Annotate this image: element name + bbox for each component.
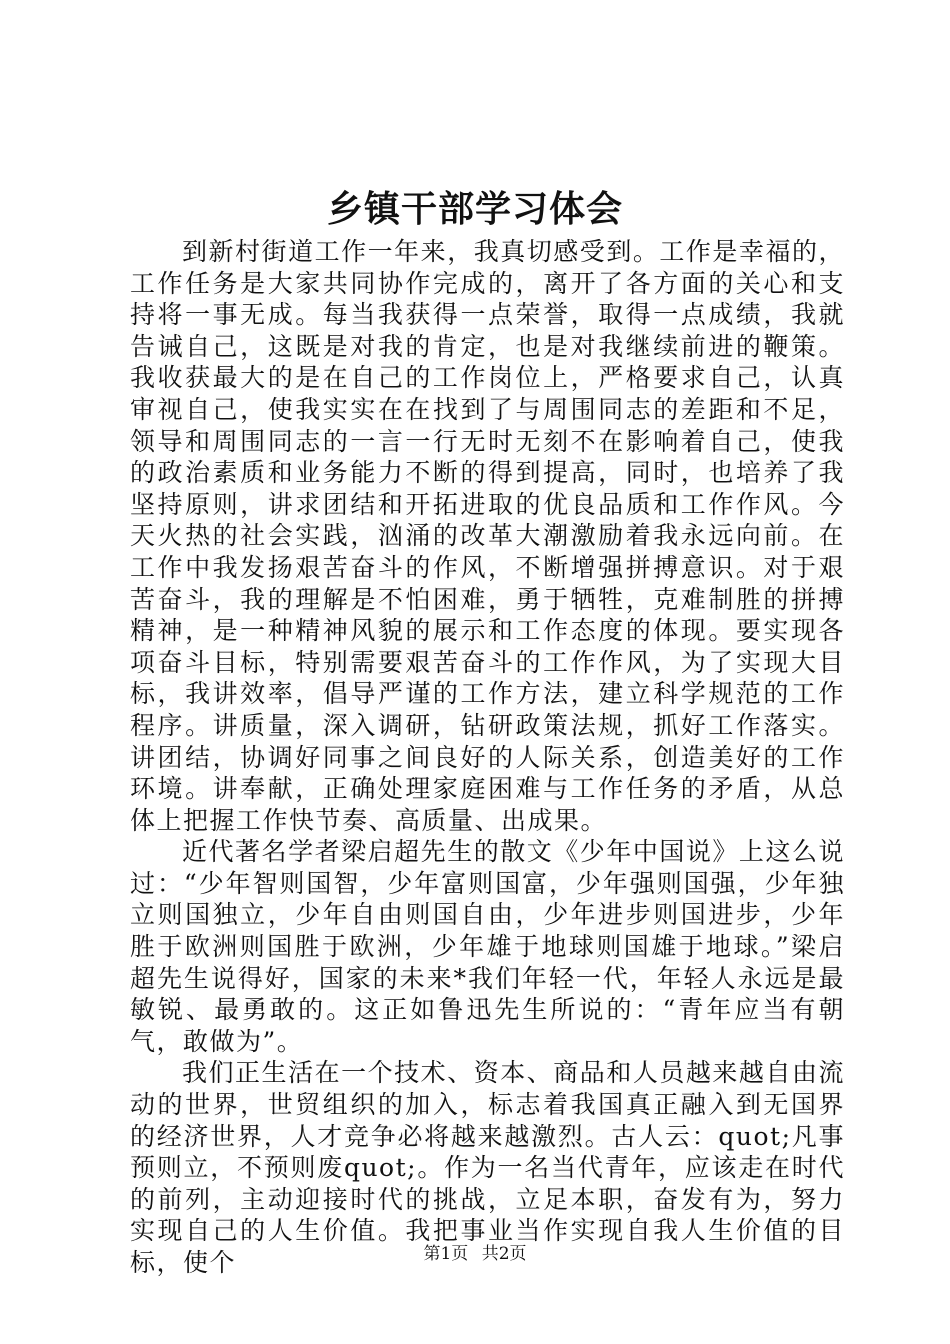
paragraph-1: 到新村街道工作一年来，我真切感受到。工作是幸福的，工作任务是大家共同协作完成的，离开了各方面的关心和支持将一事无成。每当我获得一点荣誉，取得一点成绩，我就告诫自己，这既是对我的肯定，也是对我继续前进的鞭策。我收获最大的是在自己的工作岗位上，严格要求自己，认真审视自己，使我实实在在找到了与周围同志的差距和不足，领导和周围同志的一言一行无时无刻不在影响着自己，使我的政治素质和业务能力不断的得到提高，同时，也培养了我坚持原则，讲求团结和开拓进取的优良品质和工作作风。今天火热的社会实践，汹涌的改革大潮激励着我永远向前。在工作中我发扬艰苦奋斗的作风，不断增强拼搏意识。对于艰苦奋斗，我的理解是不怕困难，勇于牺牲，克难制胜的拼搏精神，是一种精神风貌的展示和工作态度的体现。要实现各项奋斗目标，特别需要艰苦奋斗的工作作风，为了实现大目标，我讲效率，倡导严谨的工作方法，建立科学规范的工作程序。讲质量，深入调研，钻研政策法规，抓好工作落实。讲团结，协调好同事之间良好的人际关系，创造美好的工作环境。讲奉献，正确处理家庭困难与工作任务的矛盾，从总体上把握工作快节奏、高质量、出成果。 <box>130 237 845 835</box>
document-body <box>130 236 845 1279</box>
page-total: 共2页 <box>481 1244 527 1264</box>
paragraph-3: 我们正生活在一个技术、资本、商品和人员越来越自由流动的世界，世贸组织的加入，标志着我国真正融入到无国界的经济世界，人才竞争必将越来越激烈。古人云：quot;凡事预则立，不预则废quot;。作为一名当代青年，应该走在时代的前列，主动迎接时代的挑战，立足本职，奋发有为，努力实现自己的人生价值。我把事业当作实现自我人生价值的目标，使个 <box>130 1058 845 1277</box>
paragraph-2: 近代著名学者梁启超先生的散文《少年中国说》上这么说过：“少年智则国智，少年富则国富，少年强则国强，少年独立则国独立，少年自由则国自由，少年进步则国进步，少年胜于欧洲则国胜于欧洲，少年雄于地球则国雄于地球。”梁启超先生说得好，国家的未来*我们年轻一代，年轻人永远是最敏锐、最勇敢的。这正如鲁迅先生所说的：“青年应当有朝气，敢做为”。 <box>130 837 845 1056</box>
page-title: 乡镇干部学习体会 <box>326 188 623 230</box>
page-number: 第1页 <box>423 1244 469 1264</box>
page-footer <box>0 1243 950 1265</box>
